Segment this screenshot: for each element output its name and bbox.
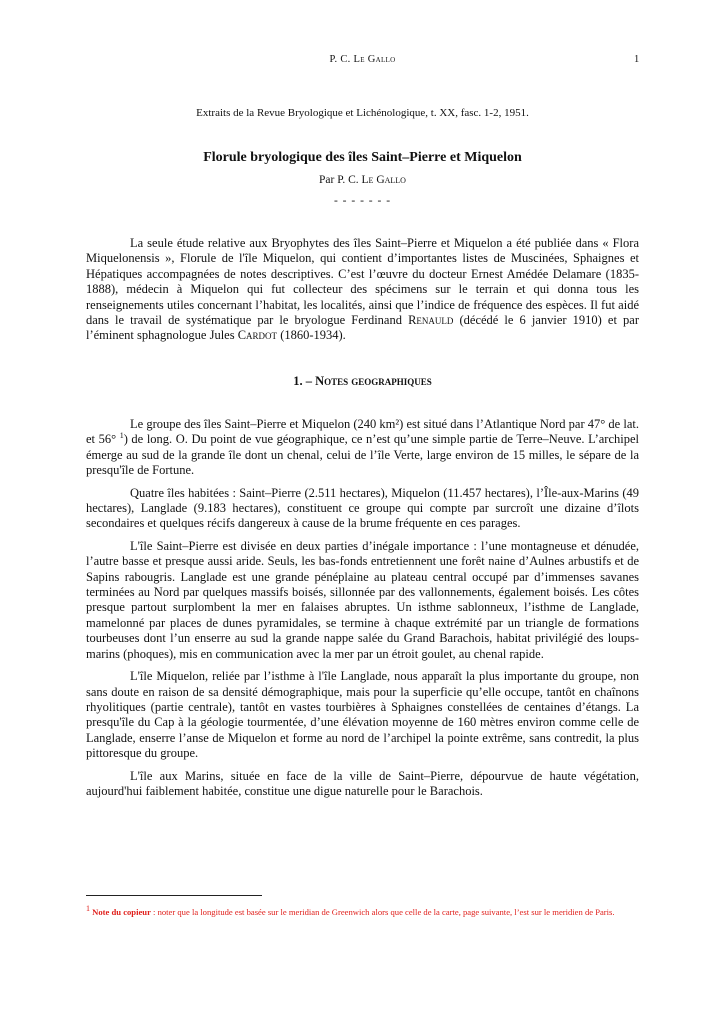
section-number: 1. –: [293, 374, 316, 388]
page-number: 1: [634, 54, 640, 65]
article-title: Florule bryologique des îles Saint–Pierre et Miquelon: [203, 150, 522, 165]
byline-surname: Le Gallo: [361, 174, 406, 186]
intro-paragraph-block: [86, 236, 639, 351]
byline: [0, 174, 725, 186]
header-initials: P. C.: [329, 54, 354, 65]
p1-text-2: ) de long. O. Du point de vue géographique, ce n’est qu’une simple partie de Terre–Neuve. L’archipel émerge au sud de la grande île dont un chenal, celui de l’île Verte, large environ de 15 milles, le sépare de la presqu'île de Fortune.: [86, 432, 639, 478]
paragraph-saint-pierre: L'île Saint–Pierre est divisée en deux parties d’inégale importance : l’une montagneuse et dénudée, l’autre basse et presque aussi aride. Seuls, les bas-fonds entretiennent une forêt naine d’Aulnes arbustifs et de Sapins rabougris. Langlade est une grande pénéplaine au plateau central occupé par d’immenses savanes terminées au Nord par quelques massifs boisés, sillonnée par des vallonnements, également boisés. Les côtes presque partout surplombent la mer en falaises abruptes. Un isthme sablonneux, l’isthme de Langlade, mamelonné par places de dunes pyramidales, se termine à chaque extrémité par un triangle de formations tourbeuses dont l’un enserre au sud la grande nappe salée du Grand Barachois, habitat privilégié des loups-marins (phoques), mis en communication avec la mer par un étroit goulet, au chenal rapide.: [86, 538, 639, 661]
name-cardot: Cardot: [237, 328, 278, 343]
footnote-marker: 1: [86, 904, 90, 914]
body-text: [86, 417, 639, 806]
extract-line: Extraits de la Revue Bryologique et Lichénologique, t. XX, fasc. 1-2, 1951.: [196, 107, 529, 119]
footnote-label: Note du copieur: [92, 907, 151, 917]
header-surname: Le Gallo: [353, 54, 396, 65]
p1-text-1: Le groupe des îles Saint–Pierre et Miquelon (240 km²) est situé dans l’Atlantique Nord par 47° de lat. et 56°: [86, 417, 639, 447]
intro-text-2: (décédé le 6 janvier 1910) et par l’éminent sphagnologue Jules: [86, 313, 639, 343]
section-heading: [0, 374, 725, 389]
paragraph-ile-aux-marins: L'île aux Marins, située en face de la ville de Saint–Pierre, dépourvue de haute végétation, aujourd'hui faiblement habitée, constitue une digue naturelle pour le Barachois.: [86, 768, 639, 798]
name-renauld: Renauld: [408, 313, 454, 328]
footnote: [86, 904, 639, 918]
footnote-text: : noter que la longitude est basée sur le meridian de Greenwich alors que celle de la carte, page suivante, l’est sur le meridien de Paris.: [150, 907, 615, 917]
intro-text-3: (1860-1934).: [277, 328, 346, 343]
byline-prefix: Par P. C.: [319, 174, 362, 186]
footnote-divider: [86, 895, 262, 896]
footnote-reference[interactable]: 1: [119, 431, 124, 441]
paragraph-islands: Quatre îles habitées : Saint–Pierre (2.511 hectares), Miquelon (11.457 hectares), l’Île-aux-Marins (49 hectares), Langlade (9.183 hectares), constituent ce groupe qui compte par surcroît une dizaine d’îlots secondaires et quelques récifs dangereux à cause de la brume fréquente en ces parages.: [86, 485, 639, 531]
paragraph-miquelon: L'île Miquelon, reliée par l’isthme à l'île Langlade, nous apparaît la plus importante du groupe, non sans doute en raison de sa densité démographique, mais pour la superficie qu’elle occupe, tantôt en chaînons rhyolitiques (partie centrale), tantôt en vastes tourbières à Sphaignes constellées de centaines d’étangs. La presqu'île du Cap à la géologie tourmentée, d’une élévation moyenne de 160 mètres environ comme celle de Langlade, enserre l’anse de Miquelon et forme au nord de l’archipel la pointe extrême, sans contredit, la plus pittoresque du groupe.: [86, 669, 639, 761]
running-header-author: [0, 54, 725, 65]
intro-paragraph: [86, 236, 639, 344]
intro-text-1: La seule étude relative aux Bryophytes des îles Saint–Pierre et Miquelon a été publiée dans « Flora Miquelonensis », Florule de l'île Miquelon, qui contient d’importantes listes de Muscinées, Sphaignes et Hépatiques accompagnées de notes descriptives. C’est l’œuvre du docteur Ernest Amédée Delamare (1835-1888), médecin à Miquelon qui fut collecteur des spécimens sur le terrain et qui donna tous les renseignements utiles concernant l’habitat, les localités, ainsi que l’indice de fréquence des espèces. Il fut aidé dans le travail de systématique par le bryologue Ferdinand: [86, 236, 639, 328]
section-title: Notes geographiques: [315, 374, 432, 388]
paragraph-location: [86, 417, 639, 479]
separator: - - - - - - -: [333, 195, 392, 207]
